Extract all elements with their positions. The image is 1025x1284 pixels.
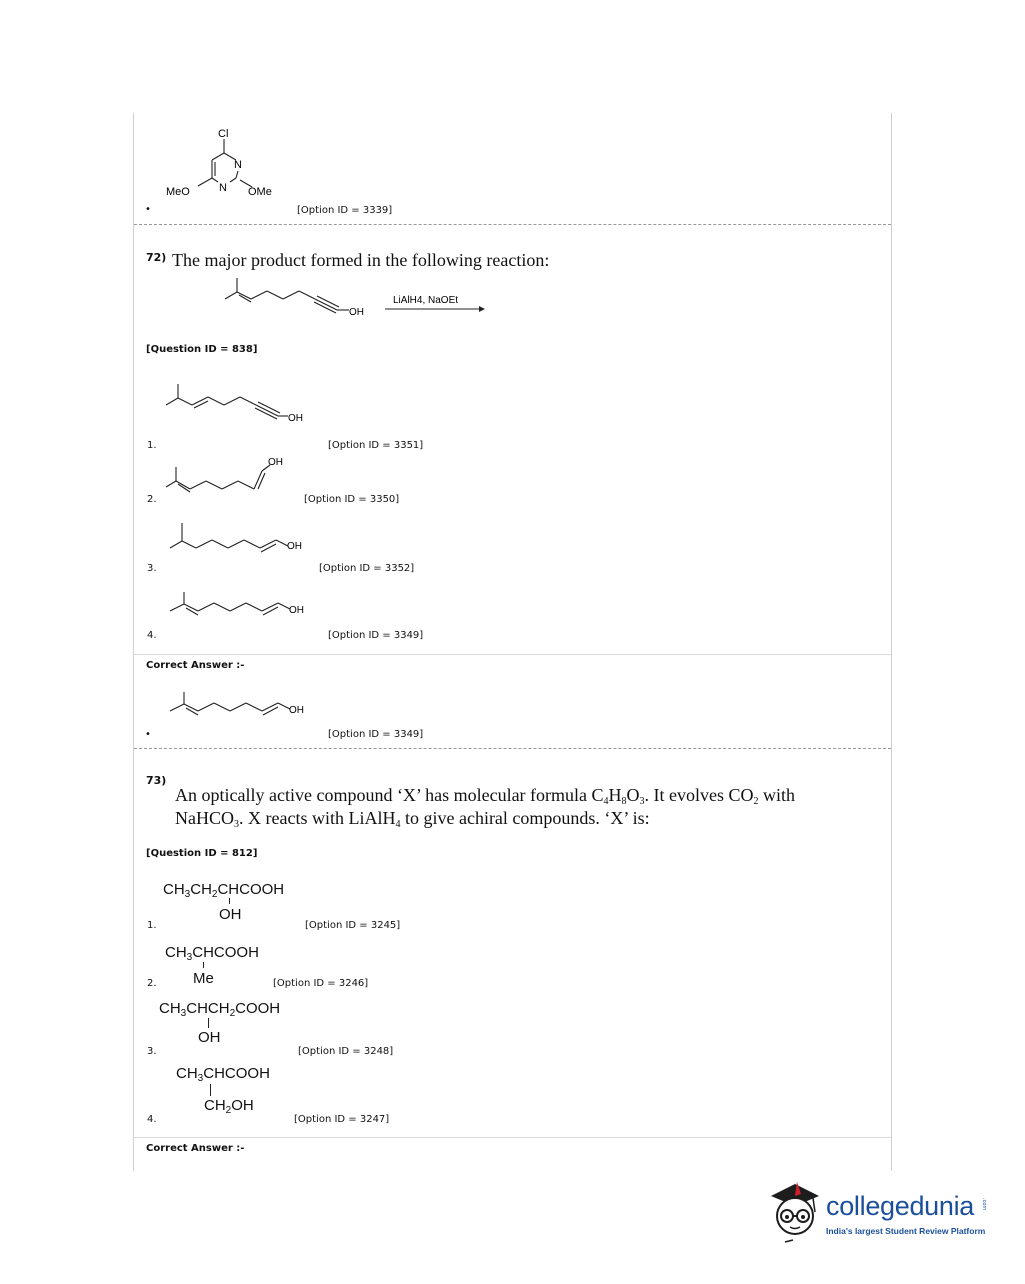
question-text: The major product formed in the following reaction: (172, 250, 550, 270)
methoxy-left-label: MeO (166, 186, 190, 198)
option-2-pendant: Me (193, 970, 214, 987)
q71-option-id: [Option ID = 3339] (297, 205, 393, 216)
bond-line (229, 898, 230, 904)
option-1-oh-label: OH (288, 413, 303, 424)
nitrogen-label-top: N (234, 159, 242, 171)
option-id: [Option ID = 3245] (305, 920, 401, 931)
option-1-pendant: OH (219, 906, 242, 923)
methoxy-right-label: OMe (248, 186, 272, 198)
option-2-formula: $CH_3CHCOOH$ (165, 944, 259, 963)
option-number: 1. (147, 440, 157, 451)
option-id: [Option ID = 3247] (294, 1114, 390, 1125)
question-id: [Question ID = 812] (146, 848, 258, 859)
question-text-line-1: An optically active compound ‘X’ has molecular formula $C_4H_8O_3$. It evolves $CO_2$ with (175, 785, 796, 807)
option-4-formula: $CH_3CHCOOH$ (176, 1065, 270, 1084)
correct-bullet: • (145, 729, 151, 740)
brand-tagline: India's largest Student Review Platform (826, 1226, 986, 1236)
question-number: 73) (146, 774, 167, 787)
option-id: [Option ID = 3352] (319, 563, 415, 574)
option-3-structure (170, 523, 320, 558)
page-border-left (133, 113, 134, 1171)
correct-oh-label: OH (289, 705, 304, 716)
option-1-formula: $CH_3CH_2CHCOOH$ (163, 881, 285, 900)
correct-option-id: [Option ID = 3349] (328, 729, 424, 740)
reagent-label: LiAlH4, NaOEt (393, 295, 459, 306)
question-id: [Question ID = 838] (146, 344, 258, 355)
option-number: 4. (147, 1114, 157, 1125)
option-number: 1. (147, 920, 157, 931)
correct-answer-label: Correct Answer :- (146, 1143, 245, 1154)
reactant-structure (225, 276, 495, 326)
option-4-pendant: $CH_2OH$ (204, 1097, 254, 1116)
option-number: 2. (147, 978, 157, 989)
brand-name: collegedunia (826, 1191, 975, 1221)
option-id: [Option ID = 3350] (304, 494, 400, 505)
question-number: 72) (146, 251, 167, 264)
option-4-structure (170, 588, 320, 623)
option-id: [Option ID = 3246] (273, 978, 369, 989)
option-2-oh-label: OH (268, 457, 283, 468)
option-2-structure (166, 455, 306, 500)
option-number: 3. (147, 1046, 157, 1057)
section-divider (134, 654, 891, 655)
option-1-structure (166, 384, 316, 429)
option-id: [Option ID = 3248] (298, 1046, 394, 1057)
option-3-oh-label: OH (287, 541, 302, 552)
question-text-line-2: NaHCO$_3$. X reacts with LiAlH$_4$ to give achiral compounds. ‘X’ is: (175, 808, 650, 830)
page-border-right (891, 113, 892, 1171)
option-number: 3. (147, 563, 157, 574)
section-divider (134, 1137, 891, 1138)
option-id: [Option ID = 3351] (328, 440, 424, 451)
oh-label: OH (349, 307, 364, 318)
q71-bullet: • (145, 204, 151, 215)
bond-line (203, 962, 204, 968)
question-divider (134, 224, 891, 225)
option-number: 4. (147, 630, 157, 641)
option-4-oh-label: OH (289, 605, 304, 616)
bond-line (210, 1084, 211, 1096)
brand-dotcom: .com (981, 1198, 987, 1211)
nitrogen-label-bottom: N (219, 182, 227, 194)
option-3-pendant: OH (198, 1029, 221, 1046)
reaction-arrow-icon (479, 306, 485, 312)
collegedunia-mascot-icon (765, 1176, 825, 1246)
option-number: 2. (147, 494, 157, 505)
pyrimidine-structure (160, 125, 290, 200)
option-3-formula: $CH_3CHCH_2COOH$ (159, 1000, 281, 1019)
question-divider (134, 748, 891, 749)
correct-answer-structure (170, 688, 320, 723)
option-id: [Option ID = 3349] (328, 630, 424, 641)
correct-answer-label: Correct Answer :- (146, 660, 245, 671)
chlorine-label: Cl (218, 128, 229, 140)
bond-line (208, 1018, 209, 1028)
